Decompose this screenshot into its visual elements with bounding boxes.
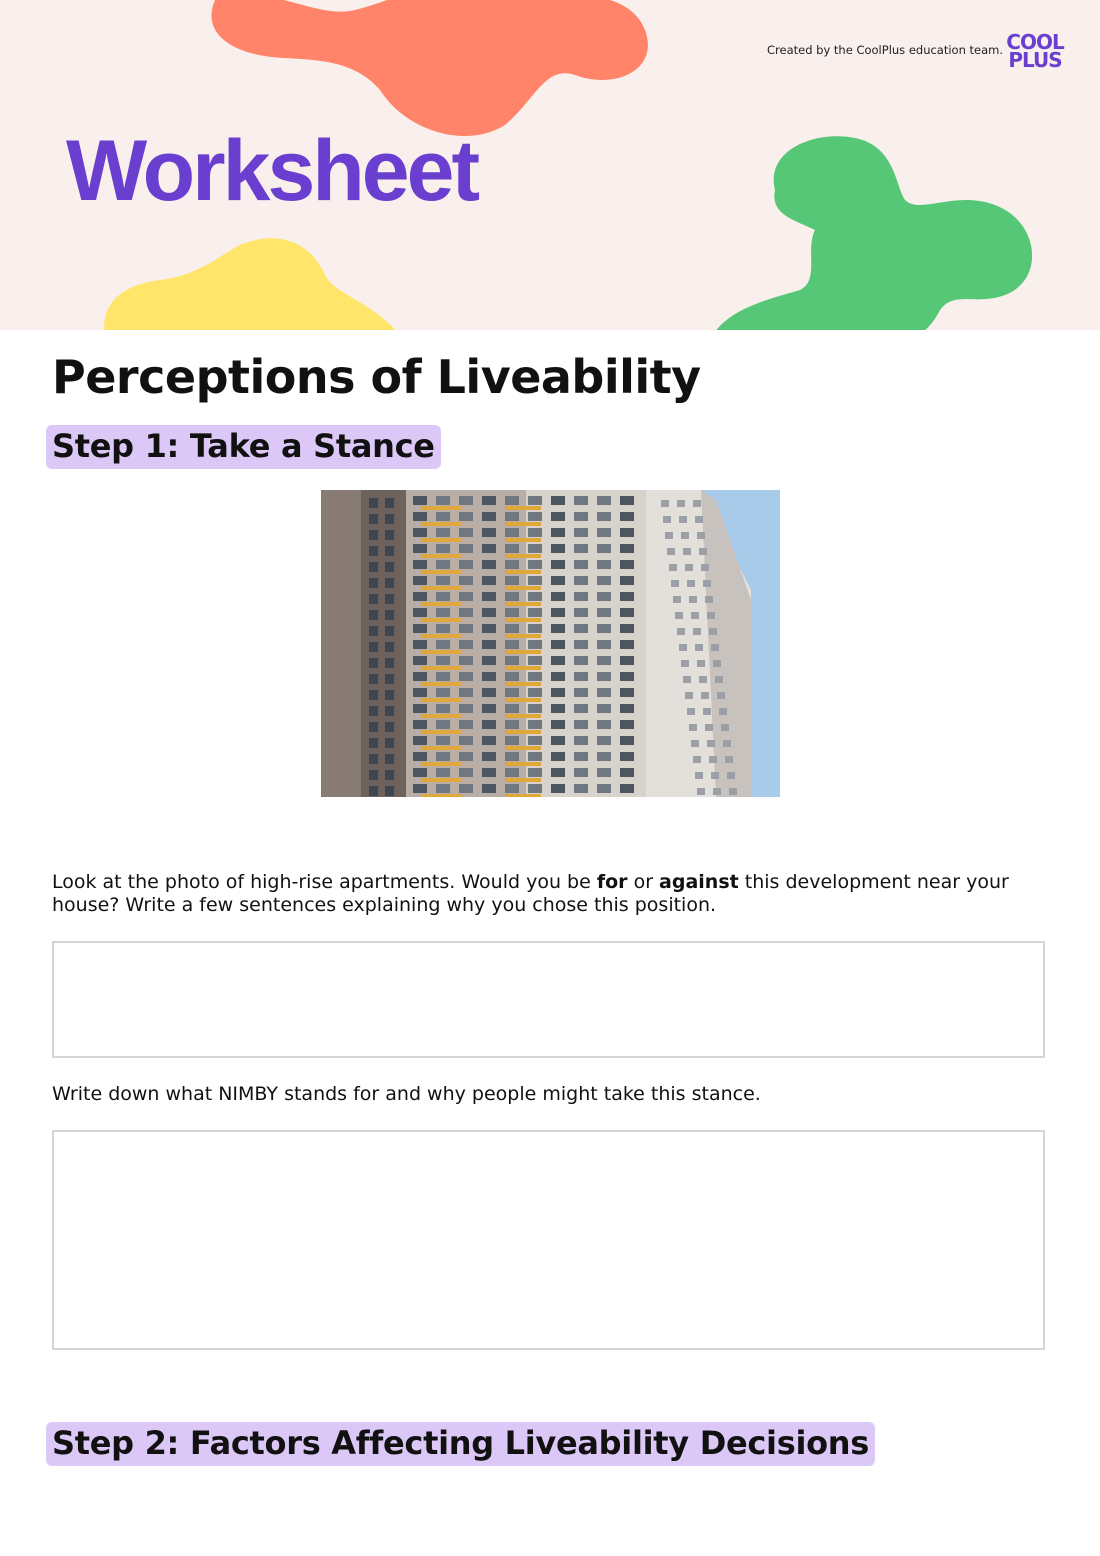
nimby-answer-box[interactable] xyxy=(52,1130,1045,1350)
yellow-blob-decoration xyxy=(100,235,410,330)
logo-line-cool: COOL xyxy=(1006,30,1064,54)
step2-heading: Step 2: Factors Affecting Liveability Decisions xyxy=(46,1422,875,1466)
coolplus-logo xyxy=(1003,30,1067,72)
green-blob-decoration xyxy=(705,130,1045,330)
orange-blob-decoration xyxy=(205,0,655,140)
prompt-stance xyxy=(52,871,1042,917)
prompt-nimby: Write down what NIMBY stands for and why people might take this stance. xyxy=(52,1083,761,1105)
prompt-stance-or: or xyxy=(627,871,660,893)
stance-answer-box[interactable] xyxy=(52,941,1045,1058)
high-rise-apartments-photo xyxy=(321,490,780,797)
credit-text: Created by the CoolPlus education team. xyxy=(767,43,1004,57)
prompt-stance-for: for xyxy=(596,871,628,893)
prompt-stance-part1: Look at the photo of high-rise apartments. Would you be xyxy=(52,871,597,893)
step1-heading: Step 1: Take a Stance xyxy=(46,425,441,469)
page-title: Perceptions of Liveability xyxy=(52,350,701,404)
worksheet-header xyxy=(0,0,1100,330)
worksheet-title: Worksheet xyxy=(66,123,478,219)
logo-line-plus: PLUS xyxy=(1008,48,1062,72)
prompt-stance-against: against xyxy=(659,871,739,893)
prompt-stance-part2: this development near your house? Write a few sentences explaining why you chose this position. xyxy=(52,871,1009,916)
